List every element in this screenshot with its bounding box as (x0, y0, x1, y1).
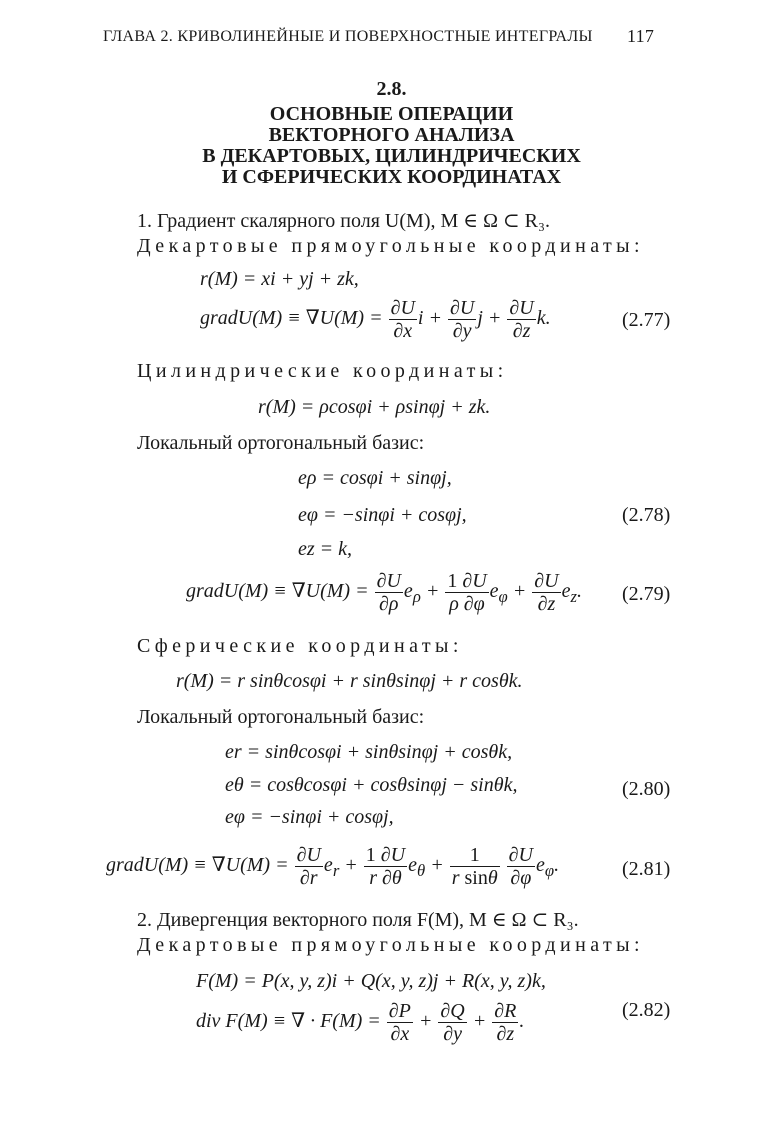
subheading-cartesian-2: Декартовые прямоугольные координаты: (137, 934, 644, 956)
equation-e-r: er = sinθcosφi + sinθsinφj + cosθk, (225, 741, 513, 763)
fraction-1-r-dU-dtheta: $\frac{1 \partial U}{r \partial\theta}$ (365, 844, 406, 889)
equation-e-phi: eφ = −sinφi + cosφj, (298, 504, 467, 526)
section-title-line-4: И СФЕРИЧЕСКИХ КООРДИНАТАХ (221, 166, 562, 188)
fraction-dP-dx: $\frac{\partial P}{\partial x}$ (388, 1000, 411, 1045)
subheading-cartesian: Декартовые прямоугольные координаты: (137, 235, 644, 257)
equation-number-2-80: (2.80) (622, 778, 671, 800)
subheading-spherical: Сферические координаты: (137, 635, 463, 657)
grad-lhs: gradU(M) ≡ ∇U(M) = (200, 307, 383, 330)
section-number: 2.8. (376, 78, 407, 100)
fraction-dU-dx: $\frac{\partial U}{\partial x}$ (390, 297, 415, 342)
equation-r-cylindrical: r(M) = ρcosφi + ρsinφj + zk. (258, 396, 491, 418)
running-header: ГЛАВА 2. КРИВОЛИНЕЙНЫЕ И ПОВЕРХНОСТНЫЕ ИНТЕГРАЛЫ (103, 28, 593, 45)
equation-F-cartesian: F(M) = P(x, y, z)i + Q(x, y, z)j + R(x, y, z)k, (196, 970, 546, 992)
equation-number-2-81: (2.81) (622, 858, 671, 880)
subheading-cylindrical: Цилиндрические координаты: (137, 360, 508, 382)
fraction-dR-dz: $\frac{\partial R}{\partial z}$ (494, 1000, 517, 1045)
equation-r-spherical: r(M) = r sinθcosφi + r sinθsinφj + r cosθk. (176, 670, 523, 692)
equation-e-rho: eρ = cosφi + sinφj, (298, 467, 452, 489)
subheading-local-basis-1: Локальный ортогональный базис: (137, 432, 425, 454)
equation-2-81: gradU(M) ≡ ∇U(M) = $\frac{\partial U}{\partial r}$ $e_r$ + $\frac{1 \partial U}{r \partial\theta}$ $e_\theta$ + $\frac{1}{\text{r sinθ}}$ $\frac{\partial U}{\partial\varphi}$ $e_\varphi$. (106, 844, 560, 889)
equation-e-phi-spherical: eφ = −sinφi + cosφj, (225, 806, 394, 828)
grad-lhs-cyl: gradU(M) ≡ ∇U(M) = (186, 580, 369, 603)
fraction-dU-dz-cyl: $\frac{\partial U}{\partial z}$ (534, 570, 559, 615)
paragraph-divergence: 2. Дивергенция векторного поля F(M), M ∈ Ω ⊂ R₃. (137, 909, 579, 931)
fraction-1-rho-dU-dphi: $\frac{1 \partial U}{\rho \partial\varphi}$ (447, 570, 487, 615)
paragraph-gradient: 1. Градиент скалярного поля U(M), M ∈ Ω ⊂ R₃. (137, 210, 550, 232)
equation-r-cartesian: r(M) = xi + yj + zk, (200, 268, 359, 290)
fraction-dQ-dy: $\frac{\partial Q}{\partial y}$ (440, 1000, 465, 1045)
subheading-local-basis-2: Локальный ортогональный базис: (137, 706, 425, 728)
fraction-dU-dy: $\frac{\partial U}{\partial y}$ (449, 297, 475, 342)
div-lhs: div F(M) ≡ ∇ · F(M) = (196, 1010, 381, 1033)
equation-number-2-77: (2.77) (622, 309, 671, 331)
fraction-dU-dphi: $\frac{\partial U}{\partial\varphi}$ (508, 844, 533, 889)
section-title-line-1: ОСНОВНЫЕ ОПЕРАЦИИ (269, 103, 514, 125)
fraction-1-rsintheta: $\frac{1}{\text{r sinθ}}$ (451, 844, 498, 889)
section-title-line-3: В ДЕКАРТОВЫХ, ЦИЛИНДРИЧЕСКИХ (202, 145, 581, 167)
equation-number-2-78: (2.78) (622, 504, 671, 526)
section-title-line-2: ВЕКТОРНОГО АНАЛИЗА (268, 124, 515, 146)
fraction-dU-dz: $\frac{\partial U}{\partial z}$ (509, 297, 534, 342)
fraction-dU-drho: $\frac{\partial U}{\partial\rho}$ (376, 570, 401, 615)
equation-2-82: div F(M) ≡ ∇ · F(M) = $\frac{\partial P}{\partial x}$ + $\frac{\partial Q}{\partial y}$ + $\frac{\partial R}{\partial z}$ . (196, 1000, 525, 1045)
grad-lhs-sph: gradU(M) ≡ ∇U(M) = (106, 854, 289, 877)
equation-2-79: gradU(M) ≡ ∇U(M) = $\frac{\partial U}{\partial\rho}$ $e_\rho$ + $\frac{1 \partial U}{\rho \partial\varphi}$ $e_\varphi$ + $\frac{\partial U}{\partial z}$ $e_z$. (186, 570, 582, 615)
page-number: 117 (627, 26, 655, 46)
equation-2-77: gradU(M) ≡ ∇U(M) = $\frac{\partial U}{\partial x}$ i + $\frac{\partial U}{\partial y}$ j + $\frac{\partial U}{\partial z}$ k. (200, 297, 551, 342)
equation-number-2-79: (2.79) (622, 583, 671, 605)
equation-e-theta: eθ = cosθcosφi + cosθsinφj − sinθk, (225, 774, 518, 796)
fraction-dU-dr: $\frac{\partial U}{\partial r}$ (296, 844, 321, 889)
equation-e-z: ez = k, (298, 538, 353, 560)
equation-number-2-82: (2.82) (622, 999, 671, 1021)
